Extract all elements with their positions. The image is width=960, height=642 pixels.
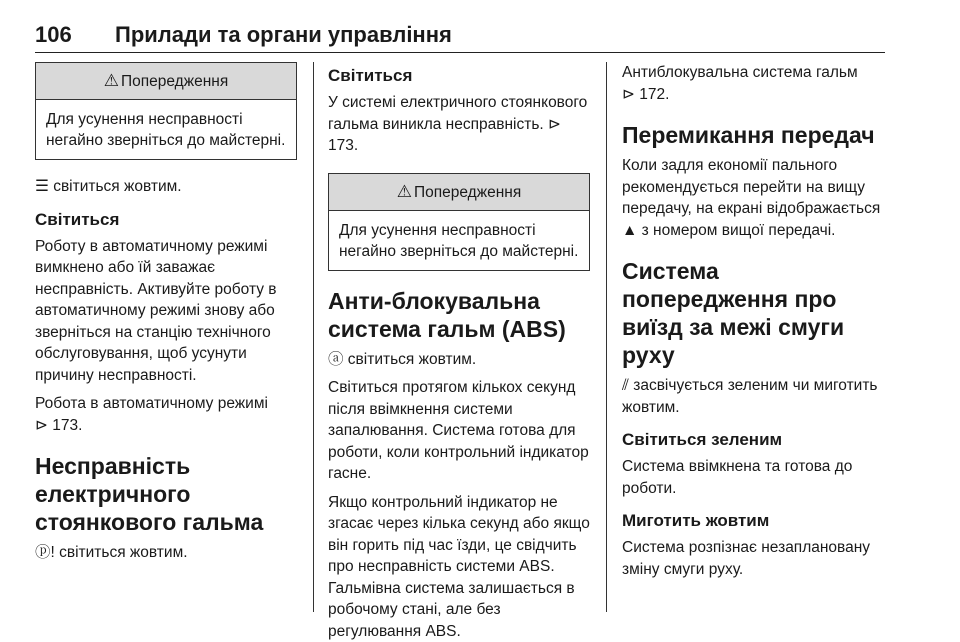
- paragraph: Система розпізнає незаплановану зміну смуги руху.: [622, 539, 871, 578]
- column-divider: [606, 62, 607, 612]
- paragraph: [35, 393, 297, 436]
- paragraph: Якщо контрольний індикатор не згасає через кілька секунд або якщо він горить під час їзди, це свідчить про несправність системи ABS. Гальмівна система залишається в робочому стані, але без регулювання ABS.: [328, 493, 590, 640]
- paragraph: Коли задля економії пального рекомендується перейти на вищу передачу, на екрані відображається ▲ з номером вищої передачі.: [622, 157, 881, 239]
- warning-box: [328, 173, 590, 271]
- warning-text: Для усунення несправності негайно зверніться до майстерні.: [46, 111, 286, 149]
- paragraph: [622, 62, 890, 105]
- column-left: [35, 62, 297, 564]
- page-reference: ⊳ 173.: [35, 416, 83, 434]
- paragraph-text: Робота в автоматичному режимі: [35, 395, 268, 412]
- paragraph-text: Антиблокувальна система гальм: [622, 64, 858, 81]
- indicator-line: ⫽ засвічується зеленим чи миготить жовтим.: [622, 377, 878, 416]
- warning-box: [35, 62, 297, 160]
- section-heading: Несправність електричного стоянкового гальма: [35, 453, 264, 535]
- section-heading: Перемикання передач: [622, 122, 875, 148]
- paragraph: У системі електричного стоянкового гальма виникла несправність. ⊳ 173.: [328, 94, 588, 154]
- page-header: [35, 22, 885, 53]
- warning-header: [36, 63, 296, 100]
- section-heading: Анти-блокувальна система гальм (ABS): [328, 287, 566, 342]
- page-reference: ⊳ 172.: [622, 85, 670, 103]
- subheading: Миготить жовтим: [622, 511, 770, 530]
- warning-text: Для усунення несправності негайно зверніться до майстерні.: [339, 221, 579, 260]
- column-right: [622, 62, 890, 580]
- warning-title: Попередження: [121, 73, 229, 90]
- warning-triangle-icon: ⚠: [103, 71, 119, 90]
- paragraph: Світиться протягом кількох секунд після ввімкнення системи запалювання. Система готова для роботи, коли контрольний індикатор гасне.: [328, 379, 589, 482]
- warning-triangle-icon: ⚠: [396, 181, 412, 201]
- indicator-line: ⓐ світиться жовтим.: [328, 350, 477, 368]
- paragraph: Роботу в автоматичному режимі вимкнено або їй заважає несправність. Активуйте роботу в автоматичному режимі знову або зверніться на станцію технічного обслуговування, щоб усунути причину несправності.: [35, 237, 277, 384]
- indicator-line: ⓟ! світиться жовтим.: [35, 544, 188, 561]
- section-heading: Система попередження про виїзд за межі смуги руху: [622, 258, 845, 368]
- subheading: Світиться зеленим: [622, 430, 783, 449]
- indicator-line: ☰ світиться жовтим.: [35, 178, 182, 195]
- page-title: Прилади та органи управління: [115, 22, 452, 47]
- warning-header: [329, 174, 589, 211]
- subheading: Світиться: [328, 66, 413, 85]
- paragraph: Система ввімкнена та готова до роботи.: [622, 458, 853, 497]
- column-divider: [313, 62, 314, 612]
- page-number: 106: [35, 22, 72, 47]
- subheading: Світиться: [35, 209, 120, 229]
- warning-title: Попередження: [414, 183, 522, 201]
- column-middle: [328, 62, 590, 642]
